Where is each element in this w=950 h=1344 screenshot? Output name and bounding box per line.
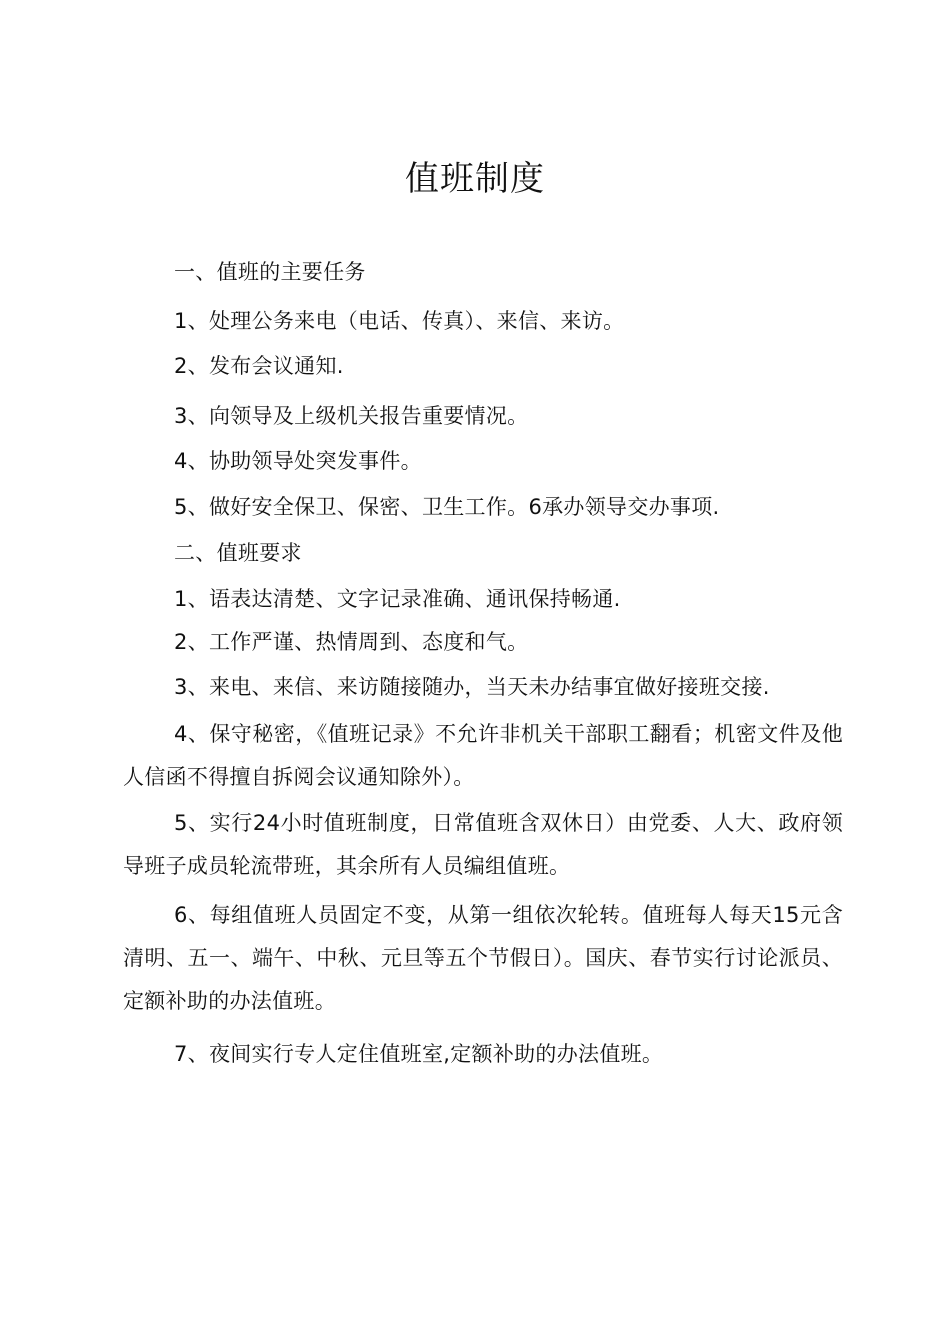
- requirement-item: 2、工作严谨、热情周到、态度和气。: [174, 630, 529, 654]
- document-title: 值班制度: [405, 159, 545, 199]
- requirement-item: 6、每组值班人员固定不变，从第一组依次轮转。值班每人每天15元含清明、五一、端午、中秋、元旦等五个节假日）。国庆、春节实行讨论派员、定额补助的办法值班。: [123, 903, 843, 1013]
- task-item: 3、向领导及上级机关报告重要情况。: [174, 404, 529, 428]
- requirement-item: 3、来电、来信、来访随接随办，当天未办结事宜做好接班交接.: [174, 675, 770, 699]
- requirement-item: 7、夜间实行专人定住值班室,定额补助的办法值班。: [174, 1042, 664, 1066]
- task-item: 2、发布会议通知.: [174, 354, 344, 378]
- task-item: 5、做好安全保卫、保密、卫生工作。6承办领导交办事项.: [174, 495, 720, 519]
- task-item: 4、协助领导处突发事件。: [174, 449, 422, 473]
- requirement-item: 5、实行24小时值班制度，日常值班含双休日）由党委、人大、政府领导班子成员轮流带班，其余所有人员编组值班。: [123, 811, 843, 878]
- requirement-item: 1、语表达清楚、文字记录准确、通讯保持畅通.: [174, 587, 621, 611]
- section-heading-tasks: 一、值班的主要任务: [174, 260, 366, 284]
- task-item: 1、处理公务来电（电话、传真）、来信、来访。: [174, 309, 625, 333]
- requirement-item: 4、保守秘密，《值班记录》不允许非机关干部职工翻看；机密文件及他人信函不得擅自拆阅会议通知除外）。: [123, 722, 843, 789]
- section-heading-requirements: 二、值班要求: [174, 541, 302, 565]
